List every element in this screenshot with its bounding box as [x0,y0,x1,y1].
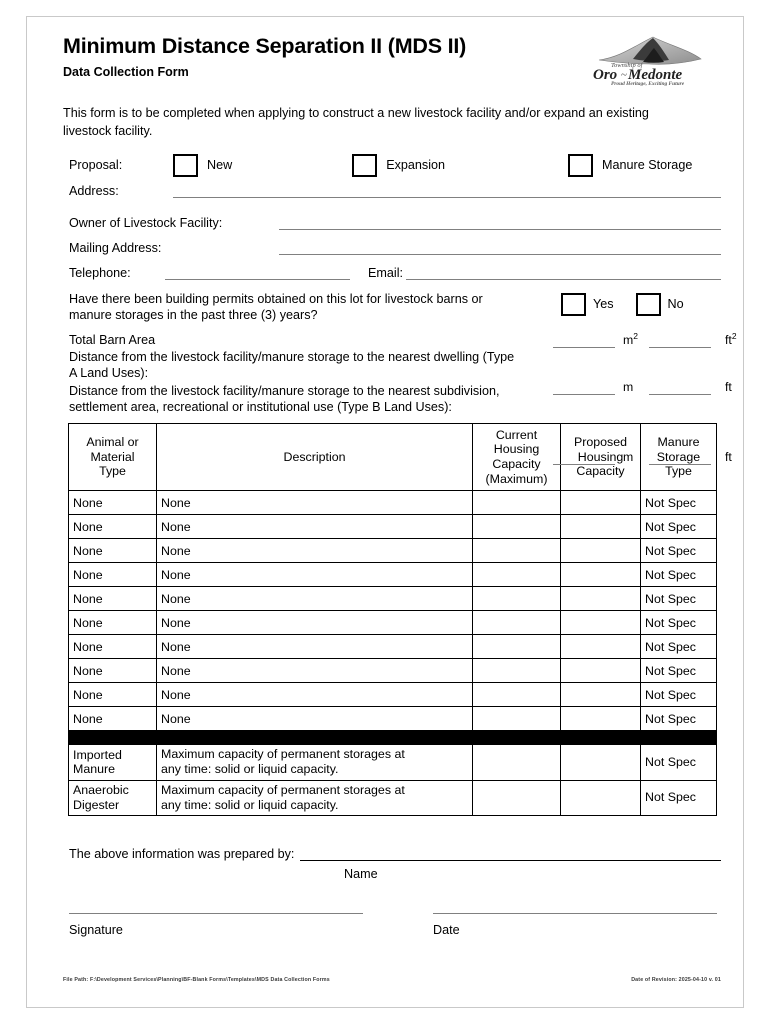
cell-manure-type[interactable]: Not Spec [641,635,717,659]
telephone-label: Telephone: [69,265,131,280]
form-page [26,16,744,1008]
cell-manure-type[interactable]: Not Spec [641,707,717,731]
table-row[interactable] [69,683,717,707]
footer-file-path: File Path: F:\Development Services\Planning\BF-Blank Forms\Templates\MDS Data Collection Forms [63,977,330,983]
cell-animal-type[interactable]: None [69,635,157,659]
checkbox-yes-label: Yes [593,297,614,312]
separator-cell [561,731,641,745]
cell-animal-type[interactable]: None [69,707,157,731]
imported-desc-l2: any time: solid or liquid capacity. [161,762,339,777]
cell-manure-type[interactable]: Not Spec [641,587,717,611]
cell-description[interactable]: None [157,587,473,611]
address-row [63,184,721,198]
separator-cell [473,731,561,745]
distance-type-b-label: Distance from the livestock facility/manure storage to the nearest subdivision, settlement area, recreational or institutional use (Type B Land Uses): [69,383,500,415]
cell-animal-type[interactable]: None [69,563,157,587]
imported-desc-l1: Maximum capacity of permanent storages at [161,747,405,762]
col-current-l1: Current [495,427,538,442]
cell-description[interactable]: None [157,563,473,587]
distance-b-m-input[interactable] [553,464,615,465]
table-row[interactable] [69,491,717,515]
cell-current-capacity[interactable] [473,659,561,683]
cell-current-capacity[interactable] [473,611,561,635]
cell-animal-type[interactable]: None [69,515,157,539]
checkbox-new-label: New [207,158,233,173]
page-footer [63,977,721,983]
barn-area-m2-input[interactable] [553,347,615,348]
svg-text:Township of: Township of [611,62,643,69]
cell-description[interactable]: None [157,683,473,707]
table-row[interactable] [69,635,717,659]
signature-column [69,913,363,937]
cell-description[interactable]: None [157,707,473,731]
livestock-table [68,423,717,816]
signature-area [63,913,721,937]
cell-animal-type[interactable]: None [69,491,157,515]
date-column [433,913,717,937]
cell-proposed-capacity[interactable] [561,515,641,539]
cell-proposed-capacity[interactable] [561,563,641,587]
table-row[interactable] [69,539,717,563]
col-proposed-l3: Capacity [576,464,625,479]
cell-current-capacity[interactable] [473,780,561,815]
cell-manure-type[interactable]: Not Spec [641,745,717,780]
cell-current-capacity[interactable] [473,491,561,515]
owner-input[interactable] [279,229,721,230]
distance-a-units-row [553,374,743,398]
checkbox-manure-storage[interactable] [568,154,593,177]
cell-description[interactable]: None [157,611,473,635]
table-row[interactable] [69,515,717,539]
separator-cell [641,731,717,745]
title-block [63,31,466,79]
form-header [63,31,721,93]
unit-m-label-b: m [623,449,634,464]
cell-animal-type[interactable] [69,780,157,815]
anaerobic-digester-l2: Digester [73,797,120,812]
cell-description[interactable]: None [157,515,473,539]
col-animal-l3: Type [99,464,126,479]
col-current-l3: Capacity [492,457,541,471]
cell-current-capacity[interactable] [473,515,561,539]
mailing-address-input[interactable] [279,254,721,255]
email-label: Email: [368,265,403,280]
cell-manure-type[interactable]: Not Spec [641,515,717,539]
signature-input[interactable] [69,913,363,914]
distance-b-ft-input[interactable] [649,464,711,465]
building-permits-question: Have there been building permits obtained on this lot for livestock barns or manure storages in the past three (3) years? [69,291,483,323]
cell-current-capacity[interactable] [473,539,561,563]
date-caption: Date [433,922,460,937]
distance-a-m-input[interactable] [553,394,615,395]
table-row-imported-manure[interactable] [69,745,717,780]
table-separator-row [69,731,717,745]
cell-manure-type[interactable]: Not Spec [641,563,717,587]
footer-revision: Date of Revision: 2025-04-10 v. 01 [631,977,721,983]
col-header-description: Description [157,423,473,491]
cell-proposed-capacity[interactable] [561,780,641,815]
cell-animal-type[interactable]: None [69,587,157,611]
col-current-l2: Housing [493,442,540,457]
col-current-l4: (Maximum) [485,471,548,486]
proposal-label: Proposal: [69,158,123,173]
cell-proposed-capacity[interactable] [561,659,641,683]
cell-current-capacity[interactable] [473,683,561,707]
table-row-anaerobic-digester[interactable] [69,780,717,815]
mailing-address-row [69,241,721,255]
cell-manure-type[interactable]: Not Spec [641,683,717,707]
separator-cell [69,731,157,745]
cell-current-capacity[interactable] [473,635,561,659]
col-proposed-l2: Housing [577,449,624,464]
cell-proposed-capacity[interactable] [561,539,641,563]
cell-animal-type[interactable]: None [69,659,157,683]
total-barn-area-label: Total Barn Area [69,332,156,347]
address-label: Address: [69,183,119,198]
checkbox-no-label: No [667,297,684,312]
col-manure-l3: Type [665,464,692,479]
checkbox-no[interactable] [636,293,661,316]
col-manure-l2: Storage [656,449,701,464]
checkbox-expansion[interactable] [352,154,377,177]
cell-proposed-capacity[interactable] [561,683,641,707]
owner-row [69,216,721,230]
cell-description[interactable]: None [157,539,473,563]
address-input[interactable] [173,197,721,198]
cell-proposed-capacity[interactable] [561,491,641,515]
owner-label: Owner of Livestock Facility: [69,215,223,230]
signature-caption: Signature [69,922,123,937]
cell-manure-type[interactable]: Not Spec [641,659,717,683]
cell-manure-type[interactable]: Not Spec [641,491,717,515]
proposal-option-expansion[interactable] [352,154,445,177]
svg-text:~: ~ [621,69,627,81]
page-subtitle: Data Collection Form [63,64,189,79]
oro-medonte-logo-icon [581,33,707,87]
cell-description[interactable]: None [157,491,473,515]
proposal-row [63,154,721,177]
barn-area-units-row [553,327,743,351]
unit-m-label-a: m [623,379,634,394]
imported-manure-l1: Imported [73,747,122,762]
cell-description[interactable] [157,745,473,780]
checkbox-yes[interactable] [561,293,586,316]
checkbox-expansion-label: Expansion [386,158,446,173]
svg-text:Medonte: Medonte [628,67,683,83]
distance-type-a-label: Distance from the livestock facility/manure storage to the nearest dwelling (Type A Land Uses): [69,349,515,381]
col-proposed-l1: Proposed [573,435,628,450]
yes-no-group [561,293,706,316]
name-caption: Name [344,866,378,881]
cell-proposed-capacity[interactable] [561,635,641,659]
table-row[interactable] [69,563,717,587]
telephone-email-row [69,266,721,280]
cell-animal-type[interactable]: None [69,539,157,563]
owner-block [63,216,721,280]
cell-current-capacity[interactable] [473,707,561,731]
date-input[interactable] [433,913,717,914]
cell-animal-type[interactable]: None [69,683,157,707]
col-header-animal-type [69,423,157,491]
cell-description[interactable]: None [157,659,473,683]
col-header-current-capacity [473,423,561,491]
township-logo [581,33,707,87]
table-row[interactable] [69,587,717,611]
mailing-address-label: Mailing Address: [69,240,162,255]
col-manure-l1: Manure [657,435,700,450]
unit-m2-label: $m^2$ [623,330,638,347]
page-title: Minimum Distance Separation II (MDS II) [63,34,467,58]
proposal-option-manure-storage[interactable] [568,154,692,177]
checkbox-manure-storage-label: Manure Storage [602,158,693,173]
anaerobic-desc-l2: any time: solid or liquid capacity. [161,797,339,812]
prepared-by-label: The above information was prepared by: [69,846,295,861]
barn-area-ft2-input[interactable] [649,347,711,348]
prepared-by-row [63,847,721,861]
table-row[interactable] [69,707,717,731]
email-input[interactable] [406,279,721,280]
unit-ft-label-a: ft [725,379,732,394]
cell-manure-type[interactable]: Not Spec [641,539,717,563]
cell-current-capacity[interactable] [473,563,561,587]
unit-ft-label-b: ft [725,449,732,464]
col-animal-l1: Animal or [86,435,139,450]
cell-manure-type[interactable]: Not Spec [641,780,717,815]
cell-description[interactable]: None [157,635,473,659]
cell-description[interactable] [157,780,473,815]
cell-current-capacity[interactable] [473,587,561,611]
cell-proposed-capacity[interactable] [561,587,641,611]
distance-b-units-row [553,444,743,468]
proposal-option-new[interactable] [173,154,232,177]
cell-animal-type[interactable] [69,745,157,780]
separator-cell [157,731,473,745]
prepared-by-input[interactable] [300,860,721,861]
cell-proposed-capacity[interactable] [561,745,641,780]
checkbox-new[interactable] [173,154,198,177]
cell-proposed-capacity[interactable] [561,611,641,635]
cell-proposed-capacity[interactable] [561,707,641,731]
distance-a-ft-input[interactable] [649,394,711,395]
anaerobic-digester-l1: Anaerobic [73,782,129,797]
col-animal-l2: Material [90,449,135,464]
telephone-input[interactable] [165,279,350,280]
table-body [69,491,717,816]
cell-manure-type[interactable]: Not Spec [641,611,717,635]
svg-text:Oro: Oro [593,67,618,83]
svg-text:Proud Heritage, Exciting Futur: Proud Heritage, Exciting Future [611,81,685,87]
unit-ft2-label: $ft^2$ [725,330,737,347]
intro-text: This form is to be completed when applying to construct a new livestock facility and/or expand an existing livestock facility. [63,106,649,138]
cell-animal-type[interactable]: None [69,611,157,635]
cell-current-capacity[interactable] [473,745,561,780]
table-row[interactable] [69,611,717,635]
anaerobic-desc-l1: Maximum capacity of permanent storages at [161,782,405,797]
imported-manure-l2: Manure [73,762,116,777]
table-row[interactable] [69,659,717,683]
